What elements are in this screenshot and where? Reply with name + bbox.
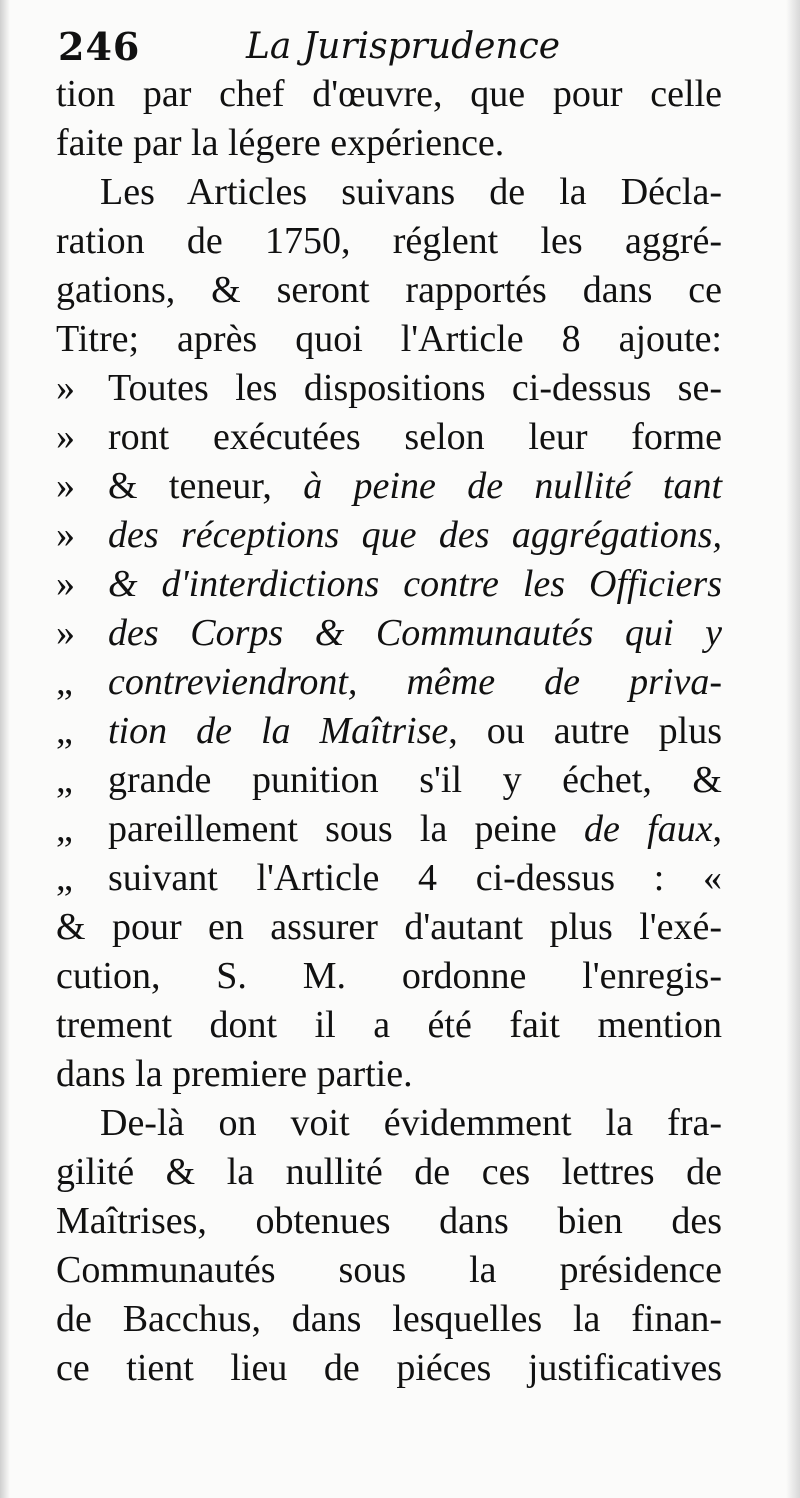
- quote-text: [108, 805, 722, 854]
- quote-text: ront exécutées selon leur forme: [108, 416, 722, 458]
- text-line: dans la premiere partie.: [56, 1053, 413, 1095]
- page-edge-right: [786, 0, 800, 1498]
- quote-line: [56, 707, 722, 756]
- page-edge-left: [0, 0, 10, 1498]
- text-line: tion par chef d'œuvre, que pour celle: [56, 73, 722, 115]
- quote-mark: „: [56, 710, 73, 752]
- quote-italic-part: de faux: [584, 808, 713, 850]
- running-title: La Jurisprudence: [246, 26, 561, 67]
- quote-text: Toutes les dispositions ci-dessus se-: [108, 367, 722, 409]
- quote-mark: »: [56, 612, 75, 654]
- quote-text: grande punition s'il y échet, &: [108, 759, 722, 801]
- quote-roman-part: , ou autre plus: [448, 710, 723, 752]
- quote-text: [108, 707, 722, 756]
- text-line: ce tient lieu de piéces justificatives: [56, 1347, 722, 1389]
- text-line: & pour en assurer d'autant plus l'exé-: [56, 906, 722, 948]
- quote-text: [108, 462, 722, 511]
- quote-text: suivant l'Article 4 ci-dessus : «: [108, 857, 722, 899]
- quote-line: [56, 364, 722, 413]
- text-line: faite par la légere expérience.: [56, 122, 505, 164]
- quote-mark: „: [56, 759, 73, 801]
- quote-italic-part: tion de la Maîtrise: [108, 710, 449, 752]
- text-line: Les Articles suivans de la Décla-: [100, 171, 722, 213]
- text-line: Maîtrises, obtenues dans bien des: [56, 1200, 722, 1242]
- text-line: de Bacchus, dans lesquelles la finan-: [56, 1298, 722, 1340]
- quote-line: [56, 413, 722, 462]
- text-line: gations, & seront rapportés dans ce: [56, 269, 722, 311]
- quote-line: [56, 560, 722, 609]
- quote-mark: »: [56, 465, 75, 507]
- quote-line: [56, 805, 722, 854]
- quote-roman-part: & teneur,: [108, 465, 304, 507]
- quote-mark: »: [56, 416, 75, 458]
- quote-mark: »: [56, 563, 75, 605]
- text-line: Communautés sous la présidence: [56, 1249, 722, 1291]
- text-line: Titre; après quoi l'Article 8 ajoute:: [56, 318, 722, 360]
- text-line: cution, S. M. ordonne l'enregis-: [56, 955, 722, 997]
- text-line: trement dont il a été fait mention: [56, 1004, 722, 1046]
- page-header: [58, 22, 758, 72]
- quote-line: [56, 462, 722, 511]
- quote-text: des Corps & Communautés qui y: [108, 612, 722, 654]
- quote-text: des réceptions que des aggrégations,: [108, 514, 722, 556]
- quote-italic-part: à peine de nullité tant: [303, 465, 722, 507]
- quote-text: contreviendront, même de priva-: [108, 661, 722, 703]
- quote-mark: »: [56, 514, 75, 556]
- text-line: gilité & la nullité de ces lettres de: [56, 1151, 722, 1193]
- page-number: 246: [58, 24, 141, 69]
- quote-line: [56, 756, 722, 805]
- quote-line: [56, 658, 722, 707]
- text-line: De-là on voit évidemment la fra-: [100, 1102, 722, 1144]
- quote-mark: »: [56, 367, 75, 409]
- quote-roman-part: pareillement sous la peine: [108, 808, 584, 850]
- quote-roman-part: ,: [712, 808, 722, 850]
- quote-line: [56, 854, 722, 903]
- quote-mark: „: [56, 808, 73, 850]
- text-line: ration de 1750, réglent les aggré-: [56, 220, 722, 262]
- quote-mark: „: [56, 857, 73, 899]
- quote-line: [56, 609, 722, 658]
- quote-text: & d'interdictions contre les Officiers: [108, 563, 722, 605]
- body-text: [56, 70, 722, 1393]
- quote-line: [56, 511, 722, 560]
- quote-mark: „: [56, 661, 73, 703]
